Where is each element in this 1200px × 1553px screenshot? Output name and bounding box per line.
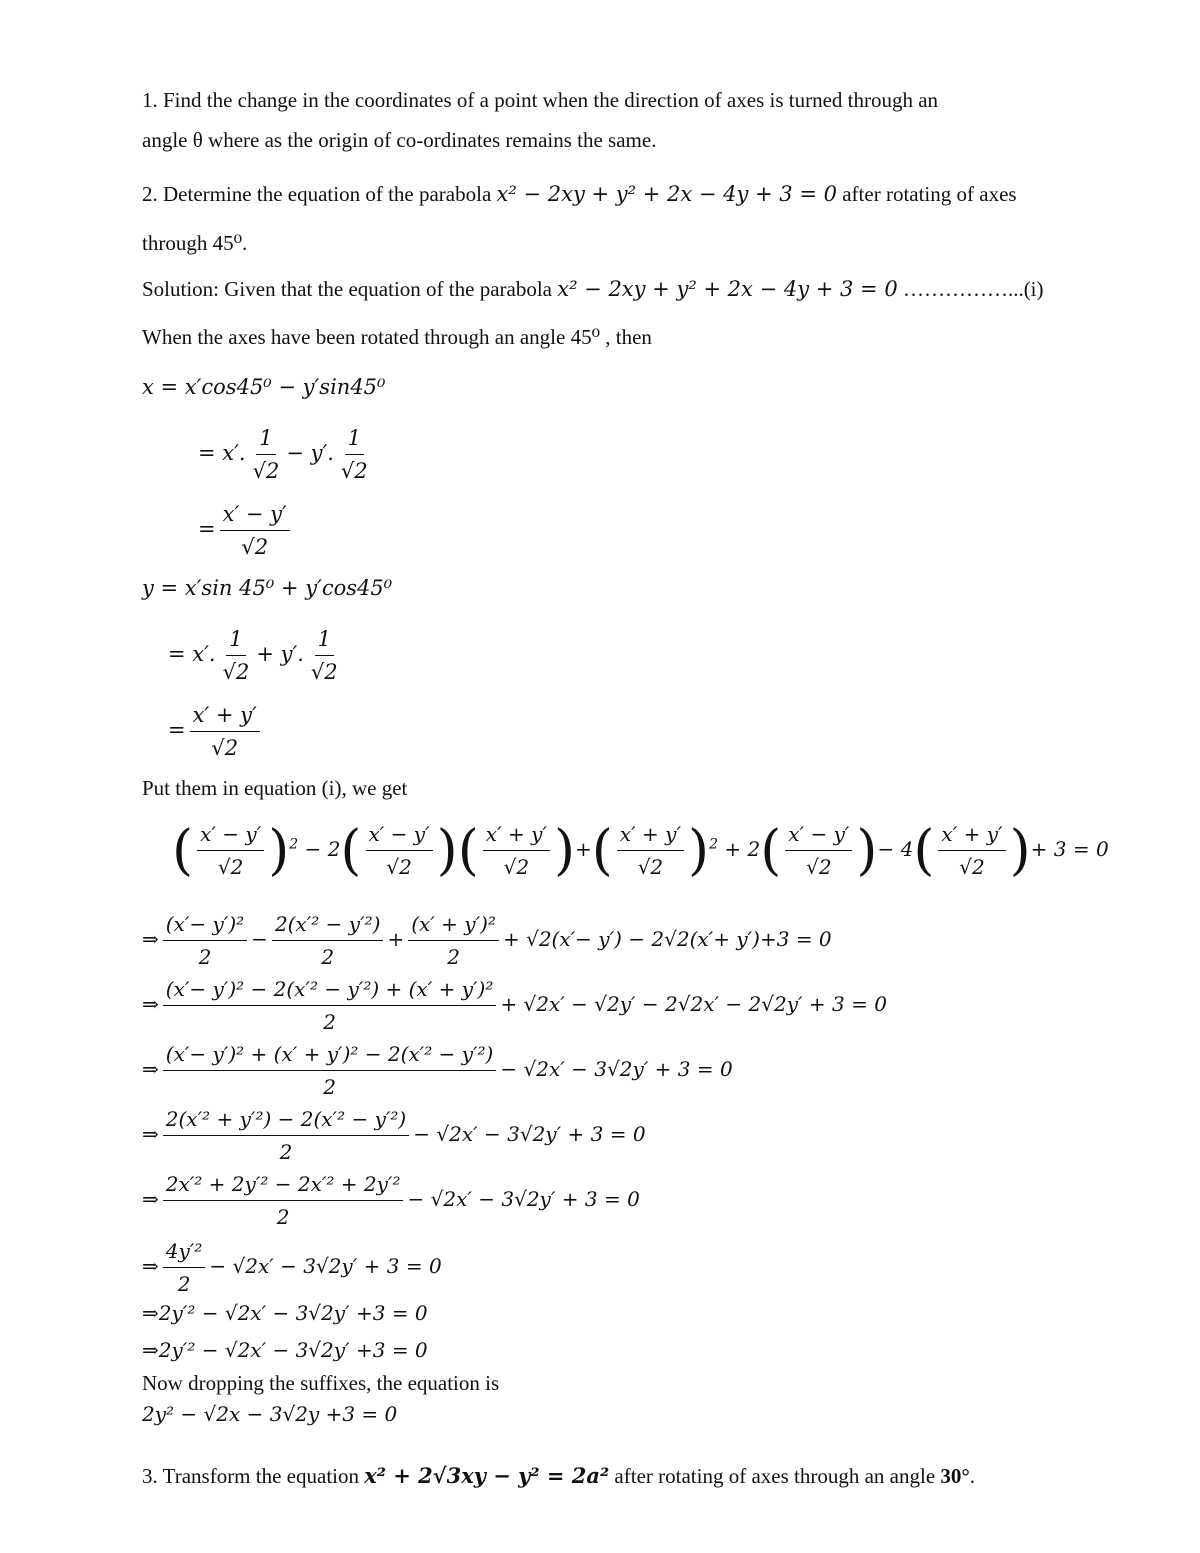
equation-tail: − √2x′ − 3√2y′ + 3 = 0: [407, 1187, 640, 1211]
implies-arrow: ⇒: [142, 1122, 159, 1146]
paren-close: ): [1009, 818, 1031, 882]
q3-period: .: [969, 1464, 976, 1488]
equation-tail: + √2(x′− y′) − 2√2(x′+ y′)+3 = 0: [502, 927, 832, 951]
fraction: [197, 820, 264, 881]
solution-text: Solution: Given that the equation of the parabola: [142, 277, 558, 301]
denominator: 2: [447, 945, 460, 969]
equation-tail: − √2x′ − 3√2y′ + 3 = 0: [413, 1122, 646, 1146]
numerator: x′ − y′: [785, 820, 852, 851]
numerator: (x′− y′)² + (x′ + y′)² − 2(x′² − y′²): [163, 1040, 497, 1071]
y-step-2: [168, 701, 264, 762]
fraction: [190, 701, 260, 762]
denominator: √2: [806, 855, 832, 879]
numerator: x′ + y′: [190, 701, 260, 732]
paren-open: (: [760, 818, 782, 882]
numerator: (x′− y′)²: [163, 910, 247, 941]
derivation-step-8: [142, 1336, 428, 1364]
plus-sign: +: [575, 837, 592, 861]
term-coefficient: − 2: [304, 837, 341, 861]
derivation-step-1: [142, 910, 832, 971]
equation-tail: − √2x′ − 3√2y′ + 3 = 0: [500, 1057, 733, 1081]
plus-sign: +: [387, 927, 405, 951]
numerator: x′ + y′: [938, 820, 1005, 851]
paren-open: (: [591, 818, 613, 882]
denominator: √2: [217, 855, 244, 879]
numerator: 1: [345, 424, 364, 455]
solution-equation: x² − 2xy + y² + 2x − 4y + 3 = 0: [557, 277, 898, 301]
x-transform-equation: x = x′cos45⁰ − y′sin45⁰: [142, 375, 386, 399]
denominator: √2: [211, 736, 239, 760]
q2-prompt: [142, 180, 1017, 208]
x-step-1: [198, 424, 375, 485]
denominator: √2: [959, 855, 985, 879]
fraction: [220, 625, 253, 686]
substituted-equation: [172, 820, 1109, 881]
fraction: [163, 1105, 409, 1166]
fraction: [366, 820, 433, 881]
fraction: [338, 424, 371, 485]
numerator: 4y′²: [163, 1237, 206, 1268]
fraction: [163, 1237, 206, 1298]
equation-tail: − √2x′ − 3√2y′ + 3 = 0: [209, 1254, 442, 1278]
denominator: 2: [323, 1075, 336, 1099]
implies-arrow: ⇒: [142, 992, 159, 1016]
numerator: x′ − y′: [366, 820, 433, 851]
fraction: [220, 500, 290, 561]
x-step-1-mid: − y′.: [286, 441, 334, 465]
numerator: x′ + y′: [483, 820, 550, 851]
derivation-step-4: [142, 1105, 646, 1166]
fraction: [308, 625, 341, 686]
implies-arrow: ⇒: [142, 1057, 159, 1081]
numerator: 2(x′² − y′²): [272, 910, 384, 941]
fraction: [163, 1040, 497, 1101]
q3-equation: x² + 2√3xy − y² = 2a²: [364, 1463, 610, 1488]
denominator: 2: [198, 945, 212, 969]
y-transform-equation: y = x′sin 45⁰ + y′cos45⁰: [142, 576, 393, 600]
term-coefficient: + 2: [724, 837, 761, 861]
numerator: x′ + y′: [617, 820, 684, 851]
derivation-step-3: [142, 1040, 733, 1101]
numerator: (x′− y′)² − 2(x′² − y′²) + (x′ + y′)²: [163, 975, 497, 1006]
denominator: 2: [321, 945, 335, 969]
implies-arrow: ⇒: [142, 1301, 159, 1325]
paren-close: ): [268, 818, 290, 882]
implies-arrow: ⇒: [142, 1338, 159, 1362]
numerator: 1: [315, 625, 334, 656]
denominator: 2: [276, 1205, 290, 1229]
paren-close: ): [688, 818, 710, 882]
fraction: [163, 975, 497, 1036]
denominator: √2: [252, 459, 280, 483]
implies-arrow: ⇒: [142, 1187, 159, 1211]
rotation-line: When the axes have been rotated through an angle 45⁰ , then: [142, 325, 652, 349]
numerator: 1: [226, 625, 245, 656]
fraction: [938, 820, 1005, 881]
derivation-step-6: [142, 1237, 442, 1298]
numerator: x′ − y′: [220, 500, 290, 531]
x-step-2: [198, 500, 294, 561]
fraction: [163, 910, 247, 971]
paren-open: (: [457, 818, 479, 882]
q2-prompt-equation: x² − 2xy + y² + 2x − 4y + 3 = 0: [496, 182, 837, 206]
fraction: [483, 820, 550, 881]
equation-tail: + √2x′ − √2y′ − 2√2x′ − 2√2y′ + 3 = 0: [500, 992, 887, 1016]
solution-line: [142, 275, 1044, 303]
q1-line-1: 1. Find the change in the coordinates of a point when the direction of axes is turned through an: [142, 88, 939, 112]
paren-close: ): [553, 818, 576, 882]
numerator: 2(x′² + y′²) − 2(x′² − y′²): [163, 1105, 409, 1136]
numerator: 1: [256, 424, 275, 455]
derivation-step-5: [142, 1170, 640, 1231]
y-step-1: [168, 625, 345, 686]
denominator: √2: [222, 660, 250, 684]
denominator: 2: [279, 1140, 293, 1164]
paren-open: (: [172, 818, 194, 882]
implies-arrow: ⇒: [142, 927, 159, 951]
step-7-equation: 2y′² − √2x′ − 3√2y′ +3 = 0: [158, 1301, 428, 1325]
paren-open: (: [340, 818, 362, 882]
equals-sign: =: [168, 718, 186, 742]
denominator: √2: [310, 660, 338, 684]
numerator: 2x′² + 2y′² − 2x′² + 2y′²: [163, 1170, 404, 1201]
y-step-1-prefix: = x′.: [168, 642, 216, 666]
q3-prompt: [142, 1462, 975, 1490]
fraction: [617, 820, 684, 881]
numerator: x′ − y′: [197, 820, 264, 851]
q1-line-2: angle θ where as the origin of co-ordinates remains the same.: [142, 128, 657, 152]
denominator: √2: [386, 855, 412, 879]
denominator: √2: [340, 459, 368, 483]
denominator: √2: [503, 855, 530, 879]
exponent: 2: [289, 836, 299, 853]
implies-arrow: ⇒: [142, 1254, 159, 1278]
dropping-suffixes-line: Now dropping the suffixes, the equation is: [142, 1371, 500, 1395]
q2-prompt-line-2: through 45⁰.: [142, 231, 248, 255]
denominator: 2: [177, 1272, 191, 1296]
q3-prompt-text-mid: after rotating of axes through an angle: [609, 1464, 941, 1488]
term-coefficient: − 4: [877, 837, 914, 861]
derivation-step-7: [142, 1299, 428, 1327]
equation-tail: + 3 = 0: [1030, 837, 1109, 861]
q2-prompt-text-end: after rotating of axes: [836, 182, 1017, 206]
denominator: 2: [323, 1010, 336, 1034]
derivation-step-2: [142, 975, 887, 1036]
q2-prompt-text: 2. Determine the equation of the parabola: [142, 182, 497, 206]
denominator: √2: [637, 855, 664, 879]
q3-angle: 30°: [940, 1464, 970, 1488]
final-equation: 2y² − √2x − 3√2y +3 = 0: [142, 1402, 398, 1426]
y-step-1-mid: + y′.: [256, 642, 304, 666]
fraction: [785, 820, 852, 881]
fraction: [408, 910, 499, 971]
numerator: (x′ + y′)²: [408, 910, 499, 941]
paren-close: ): [436, 818, 458, 882]
exponent: 2: [709, 836, 718, 853]
minus-sign: −: [251, 927, 268, 951]
step-8-equation: 2y′² − √2x′ − 3√2y′ +3 = 0: [158, 1338, 428, 1362]
paren-close: ): [856, 818, 878, 882]
fraction: [250, 424, 283, 485]
equation-tag: ……………...(i): [897, 277, 1044, 301]
paren-open: (: [913, 818, 935, 882]
equals-sign: =: [198, 517, 216, 541]
denominator: √2: [241, 535, 269, 559]
x-step-1-prefix: = x′.: [198, 441, 246, 465]
substitution-line: Put them in equation (i), we get: [142, 776, 408, 800]
q3-prompt-text: 3. Transform the equation: [142, 1464, 365, 1488]
fraction: [272, 910, 384, 971]
fraction: [163, 1170, 404, 1231]
